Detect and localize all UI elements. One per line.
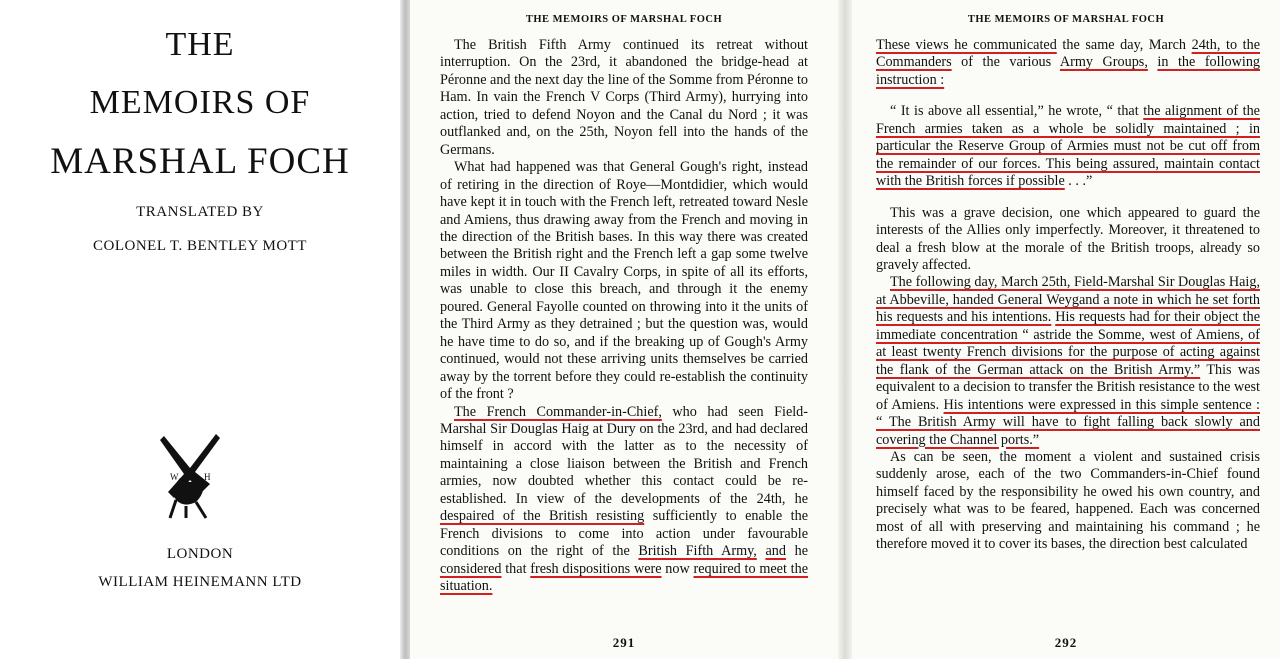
text-run: sufficiently to enable the French divisions to come into action under favourable conditions on the right of the — [440, 508, 808, 560]
title-line-marshal-foch: MARSHAL FOCH — [50, 141, 350, 182]
underlined-text: The French Commander-in-Chief, — [454, 403, 662, 420]
underlined-text: His intentions were expressed in this simple sentence : “ The British Army will have to fight falling back slowly and covering the Channel ports.” — [876, 396, 1260, 448]
underlined-text: considered — [440, 560, 502, 577]
underlined-text: The following day, March 25th, Field-Marshal Sir Douglas Haig, at Abbeville, handed General Weygand a note in which he set forth his requests and his intentions. — [876, 274, 1260, 326]
underlined-text: and — [765, 543, 786, 560]
underlined-text: British Fifth Army, — [638, 543, 757, 560]
text-run: This was equivalent to a decision to transfer the British resistance to the west of Amiens. — [876, 361, 1260, 413]
paragraph — [876, 37, 1260, 89]
underlined-text: fresh dispositions were — [530, 560, 662, 577]
page-body — [876, 37, 1260, 554]
text-run: . . .” — [1064, 173, 1093, 190]
page-number: 291 — [612, 635, 636, 650]
underlined-text: despaired of the British resisting — [440, 508, 645, 525]
publisher-name: WILLIAM HEINEMANN LTD — [98, 574, 302, 590]
text-run — [1148, 54, 1158, 70]
underlined-text: 24th, to the Commanders — [876, 37, 1261, 71]
title-page — [0, 0, 400, 659]
publisher-city: LONDON — [166, 546, 234, 562]
underlined-text: These views he communicated — [876, 37, 1057, 53]
text-run: “ It is above all essential,” he wrote, “ that — [890, 103, 1144, 120]
running-head: THE MEMOIRS OF MARSHAL FOCH — [525, 14, 723, 25]
quotation — [876, 103, 1260, 190]
page-291 — [410, 0, 838, 659]
emblem-letter-h: H — [204, 472, 211, 482]
text-run: the same day, March — [1056, 37, 1192, 53]
paragraph: What had happened was that General Gough's right, instead of retiring in the direction of Roye—Montdidier, which would have kept it in touch with the French left, retreated toward Nesle and Amiens, thus drawing away from the French and moving in the direction of the British bases. In this way there was created between the British right and the French left a gap some twelve miles in width. Our II Cavalry Corps, in spite of all its efforts, was unable to close this breach, and through it the enemy poured. General Fayolle counted on throwing into it the units of the Third Army as they detrained ; but the question was, would he have time to do so, and if the breaking up of Gough's Army continued, would not these arriving units themselves be carried away by the torrent before they could re-establish the continuity of the front ? — [440, 159, 808, 403]
book-gutter-shadow — [400, 0, 410, 659]
title-line-memoirs: MEMOIRS OF — [89, 84, 311, 121]
paragraph: As can be seen, the moment a violent and sustained crisis suddenly arose, each of the two Commanders-in-Chief found himself faced by the responsibility he owed his own country, and precisely what was to be feared, happened. Each was concerned most of all with preserving and maintaining his command ; he therefore moved it to cover its bases, the direction best calculated — [876, 448, 1260, 553]
underlined-text: required to meet the situation. — [440, 560, 808, 595]
underlined-text: Army Groups, — [1059, 54, 1148, 71]
translated-by: TRANSLATED BY — [136, 204, 264, 220]
underlined-text: His requests had for their object the immediate concentration “ astride the Somme, west of Amiens, of at least twenty French divisions for the purpose of acting against the flank of the German attack on the British Army.” — [876, 309, 1260, 378]
paragraph: This was a grave decision, one which appeared to guard the interests of the Allies only imperfectly. Moreover, it threatened to deal a fresh blow at the morale of the British troops, already so gravely affected. — [876, 204, 1260, 273]
emblem-letter-w: W — [170, 472, 179, 482]
paragraph — [440, 404, 808, 596]
running-head: THE MEMOIRS OF MARSHAL FOCH — [967, 14, 1165, 25]
publisher-emblem-windmill-icon — [150, 428, 230, 520]
page-292 — [852, 0, 1280, 659]
book-spine-shadow — [838, 0, 852, 659]
text-run: he — [785, 543, 808, 560]
text-run: who had seen Field-Marshal Sir Douglas Haig at Dury on the 23rd, and had declared himself in accord with the latter as to the necessity of maintaining a close liaison between the British and French armies, now doubted whether this contact could be re-established. In view of the developments of the 24th, he — [440, 403, 808, 507]
page-body — [440, 37, 808, 596]
title-line-the: THE — [165, 26, 235, 63]
translator-name: COLONEL T. BENTLEY MOTT — [93, 238, 307, 254]
page-number: 292 — [1054, 635, 1078, 650]
paragraph: The British Fifth Army continued its retreat without interruption. On the 23rd, it abandoned the bridge-head at Péronne and the next day the line of the Somme from Péronne to Ham. In vain the French V Corps (Third Army), hurrying into action, tried to defend Noyon and the Canal du Nord ; it was outflanked and, on the 25th, Noyon fell into the hands of the Germans. — [440, 37, 808, 158]
text-run: of the various — [951, 54, 1060, 71]
text-run: that — [501, 560, 531, 577]
text-run: now — [661, 560, 694, 577]
underlined-text: in the following instruction : — [876, 54, 1261, 88]
paragraph — [876, 274, 1260, 449]
underlined-text: the alignment of the French armies taken as a whole be solidly maintained ; in particular the Reserve Group of Armies must not be cut off from the remainder of our forces. This being assured, maintain contact with the British forces if possible — [876, 103, 1260, 190]
